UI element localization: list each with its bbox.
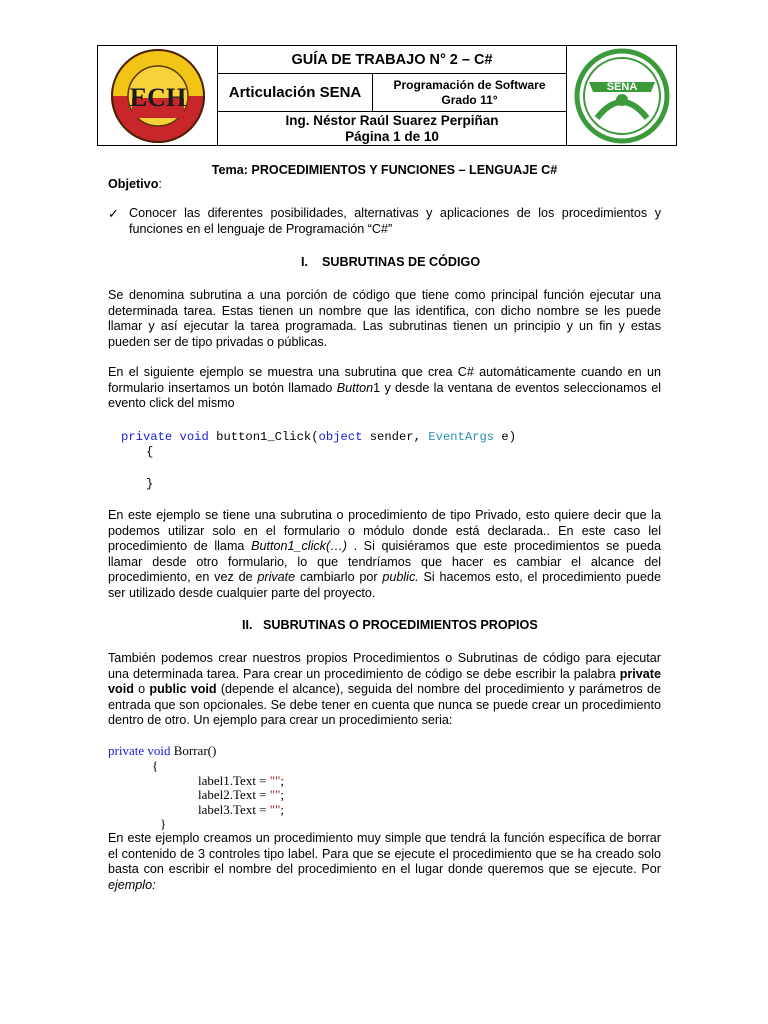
articulacion-label: Articulación SENA: [218, 74, 373, 112]
code2-line3: [198, 803, 284, 818]
code2-str1: "": [269, 773, 281, 788]
author-cell: [218, 112, 566, 145]
s2p1-or: o: [133, 682, 150, 696]
code1-eventargs: EventArgs: [428, 430, 495, 444]
programa-line2: Grado 11°: [441, 92, 498, 107]
objetivo-label: Objetivo: [108, 177, 159, 191]
code2-signature: [108, 744, 216, 759]
section1-paragraph2: [108, 365, 661, 412]
section2-heading: II. SUBRUTINAS O PROCEDIMIENTOS PROPIOS: [242, 618, 538, 632]
header-table: [97, 45, 677, 146]
tema-line: Tema: PROCEDIMIENTOS Y FUNCIONES – LENGUAJE C#: [211, 163, 558, 177]
p3-part-c: cambiarlo por: [295, 570, 383, 584]
code2-semi1: ;: [280, 773, 285, 788]
objetivo-heading: [108, 177, 162, 193]
code2-str2: "": [269, 787, 281, 802]
s2p1-part-a: También podemos crear nuestros propios Procedimientos o Subrutinas de código para ejecutar una determinada tarea. Para crear un procedimiento de código se debe escribir la palabra: [108, 651, 661, 681]
code1-void: void: [179, 430, 209, 444]
code-block-1-line1: [121, 430, 516, 445]
code2-label1: label1.Text =: [198, 773, 270, 788]
p2-part-b: 1 y desde la ventana de eventos seleccionamos el evento click del mismo: [108, 380, 661, 410]
objetivo-colon: :: [158, 177, 162, 191]
p3-part-d: Si hacemos esto, el procedimiento puede ser utilizado desde cualquier parte del proyecto.: [108, 570, 661, 600]
objetivo-item: Conocer las diferentes posibilidades, alternativas y aplicaciones de los procedimientos y funciones en el lenguaje de Programación “C#”: [129, 206, 661, 236]
code1-sender: sender,: [362, 430, 429, 444]
code2-label2: label2.Text =: [198, 787, 270, 802]
code2-label3: label3.Text =: [198, 802, 270, 817]
checkmark-icon: ✓: [108, 206, 119, 221]
code1-method: button1_Click(: [216, 430, 319, 444]
code2-line2: [198, 788, 284, 803]
programa-cell: [373, 74, 566, 112]
s2p1-private-void: private void: [108, 666, 661, 696]
sena-logo-text: SENA: [606, 81, 638, 93]
code2-name: Borrar(): [170, 743, 217, 758]
code2-semi3: ;: [280, 802, 285, 817]
programa-line1: Programación de Software: [393, 77, 546, 92]
code2-open-brace: {: [152, 758, 159, 773]
code2-void: void: [147, 743, 171, 758]
section1-paragraph3: [108, 508, 661, 601]
ech-logo: [98, 46, 218, 145]
s2p1-part-c: (depende el alcance), seguida del nombre del procedimiento y parámetros de entrada que son opcionales. Se debe tener en cuenta que nunca se puede crear un procedimiento dentro de otro. Un ejemplo para crear un procedimiento seria:: [108, 682, 661, 727]
section1-heading: I. SUBRUTINAS DE CÓDIGO: [301, 255, 481, 269]
p3-part-b: . Si quisiéramos que este procedimientos se pueda llamar desde otro formulario, lo que tendríamos que hacer es cambiar el alcance del procedimiento, en vez de: [108, 539, 661, 584]
author-name: Ing. Néstor Raúl Suarez Perpiñan: [285, 112, 499, 128]
code2-private: private: [108, 743, 145, 758]
p2-button-em: Button: [336, 380, 374, 395]
p3-em1: Button1_click(…): [251, 539, 347, 553]
code2-close-brace: }: [160, 816, 167, 831]
guide-title: GUÍA DE TRABAJO N° 2 – C#: [218, 46, 566, 74]
section2-paragraph2: [108, 831, 661, 893]
p3-em3: public.: [382, 570, 419, 584]
p3-em2: private: [257, 570, 296, 584]
page-number: Página 1 de 10: [345, 128, 439, 144]
code2-semi2: ;: [280, 787, 285, 802]
section2-paragraph1: [108, 651, 661, 729]
s2p2-em: ejemplo:: [108, 877, 156, 892]
code1-end: e): [494, 430, 517, 444]
code1-close-brace: }: [146, 477, 154, 491]
code1-private: private: [121, 430, 173, 444]
p2-part-a: En el siguiente ejemplo se muestra una subrutina que crea C# automáticamente cuando en un formulario insertamos un botón llamado: [108, 365, 661, 395]
p3-part-a: En este ejemplo se tiene una subrutina o procedimiento de tipo Privado, esto quiere decir que la podemos utilizar solo en el formulario o módulo donde está declarada.. En este caso lel procedimiento de llama: [108, 508, 661, 553]
code2-str3: "": [269, 802, 281, 817]
ech-logo-text: ECH: [129, 83, 187, 112]
code1-object: object: [318, 430, 363, 444]
sena-logo: [566, 46, 676, 145]
s2p1-public-void: public void: [149, 682, 217, 696]
s2p2-part-a: En este ejemplo creamos un procedimiento muy simple que tendrá la función específica de borrar el contenido de 3 controles tipo label. Para que se ejecute el procedimiento que se ha creado solo basta con escribir el nombre del procedimiento en el lugar donde queremos que se ejecute. Por: [108, 831, 661, 876]
section1-paragraph1: Se denomina subrutina a una porción de código que tiene como principal función ejecutar una determinada tarea. Estas tienen un nombre que las identifica, con dicho nombre se les puede llamar y así ejecutar la tarea programada. Las subrutinas tienen un principio y un fin y estas pueden ser de tipo privadas o públicas.: [108, 288, 661, 349]
code1-open-brace: {: [146, 445, 154, 459]
